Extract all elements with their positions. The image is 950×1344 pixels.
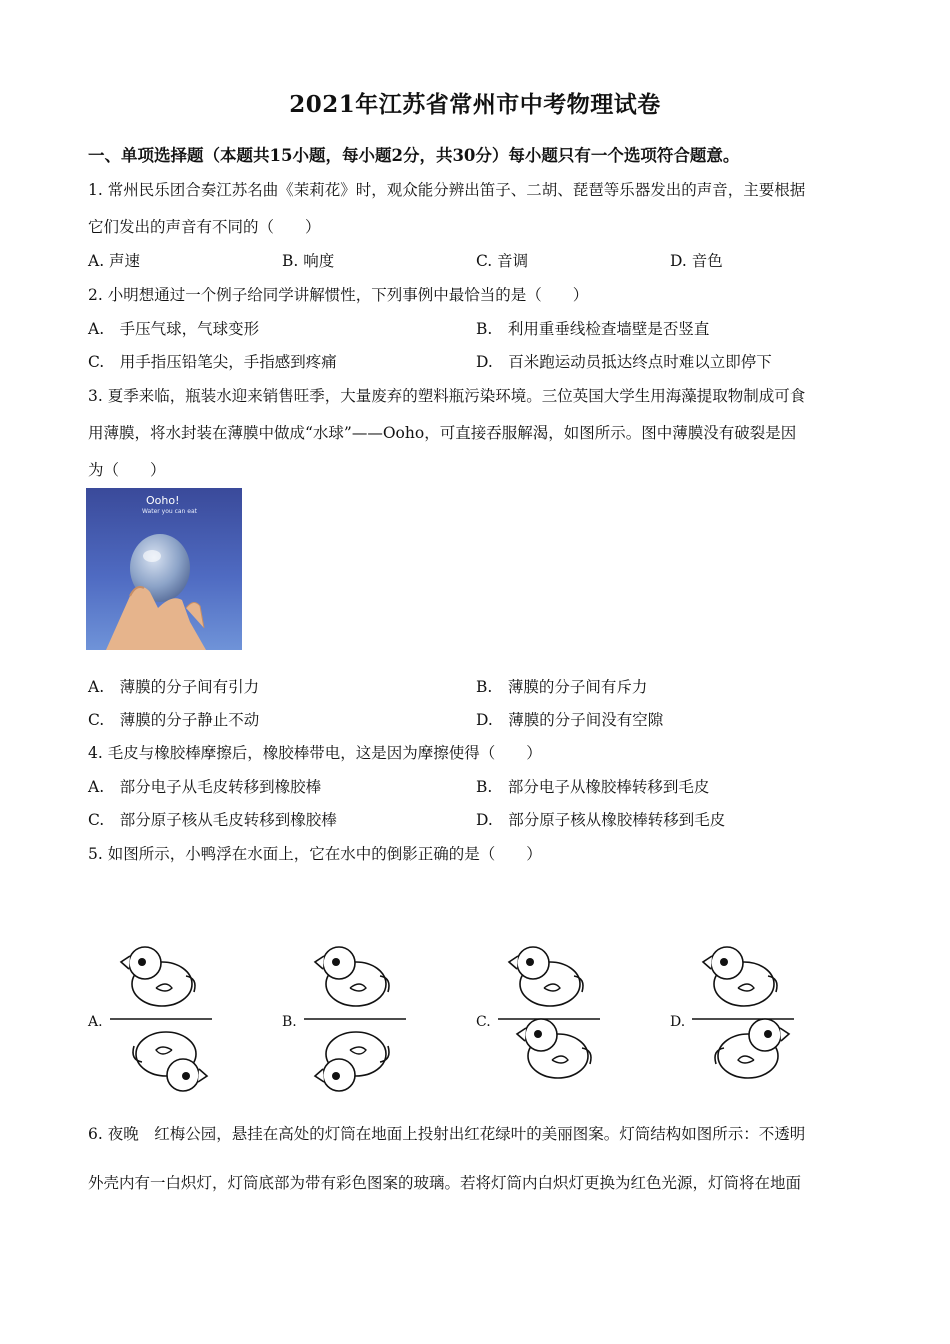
duck-figure-d [690,944,800,1094]
question-6-line2: 外壳内有一白炽灯，灯筒底部为带有彩色图案的玻璃。若将灯筒内白炽灯更换为红色光源，灯筒将在地面 [88,1174,802,1192]
question-3-line3: 为（ ） [88,461,166,479]
q3-option-b: B. 薄膜的分子间有斥力 [476,678,648,696]
ooho-photo [86,488,242,650]
q2-option-b: B. 利用重垂线检查墙壁是否竖直 [476,320,710,338]
question-4-line1: 4. 毛皮与橡胶棒摩擦后，橡胶棒带电，这是因为摩擦使得（ ） [88,744,542,762]
question-2-line1: 2. 小明想通过一个例子给同学讲解惯性，下列事例中最恰当的是（ ） [88,286,589,304]
q2-option-c: C. 用手指压铅笔尖，手指感到疼痛 [88,353,337,371]
q3-option-d: D. 薄膜的分子间没有空隙 [476,711,664,729]
question-6-line1: 6. 夜晚 红梅公园，悬挂在高处的灯筒在地面上投射出红花绿叶的美丽图案。灯筒结构如图所示：不透明 [88,1125,806,1143]
q3-option-c: C. 薄膜的分子静止不动 [88,711,260,729]
q5-label-a: A. [88,1014,103,1030]
duck-figure-a [108,944,218,1094]
q2-option-a: A. 手压气球，气球变形 [88,320,260,338]
q2-option-d: D. 百米跑运动员抵达终点时难以立即停下 [476,353,772,371]
duck-figure-b [302,944,412,1094]
question-3-line1: 3. 夏季来临，瓶装水迎来销售旺季，大量废弃的塑料瓶污染环境。三位英国大学生用海藻提取物制成可食 [88,387,806,405]
q3-option-a: A. 薄膜的分子间有引力 [88,678,260,696]
duck-figure-c [496,944,606,1094]
photo-subcaption: Water you can eat [142,508,197,515]
q5-label-c: C. [476,1014,491,1030]
q1-option-a: A. 声速 [88,252,141,270]
q4-option-b: B. 部分电子从橡胶棒转移到毛皮 [476,778,710,796]
q1-option-c: C. 音调 [476,252,529,270]
page-title: 2021年江苏省常州市中考物理试卷 [289,91,661,118]
q5-label-d: D. [670,1014,686,1030]
q4-option-d: D. 部分原子核从橡胶棒转移到毛皮 [476,811,726,829]
q5-label-b: B. [282,1014,297,1030]
photo-caption: Ooho! [146,494,180,507]
q4-option-a: A. 部分电子从毛皮转移到橡胶棒 [88,778,322,796]
q4-option-c: C. 部分原子核从毛皮转移到橡胶棒 [88,811,337,829]
question-3-line2: 用薄膜，将水封装在薄膜中做成“水球”——Ooho，可直接吞服解渴，如图所示。图中薄膜没有破裂是因 [88,424,797,442]
q1-option-d: D. 音色 [670,252,723,270]
question-1-line2: 它们发出的声音有不同的（ ） [88,218,321,236]
question-1-line1: 1. 常州民乐团合奏江苏名曲《茉莉花》时，观众能分辨出笛子、二胡、琵琶等乐器发出的声音，主要根据 [88,181,806,199]
question-5-line1: 5. 如图所示，小鸭浮在水面上，它在水中的倒影正确的是（ ） [88,845,542,863]
q1-option-b: B. 响度 [282,252,335,270]
section-heading: 一、单项选择题（本题共15小题，每小题2分，共30分）每小题只有一个选项符合题意。 [88,146,740,165]
